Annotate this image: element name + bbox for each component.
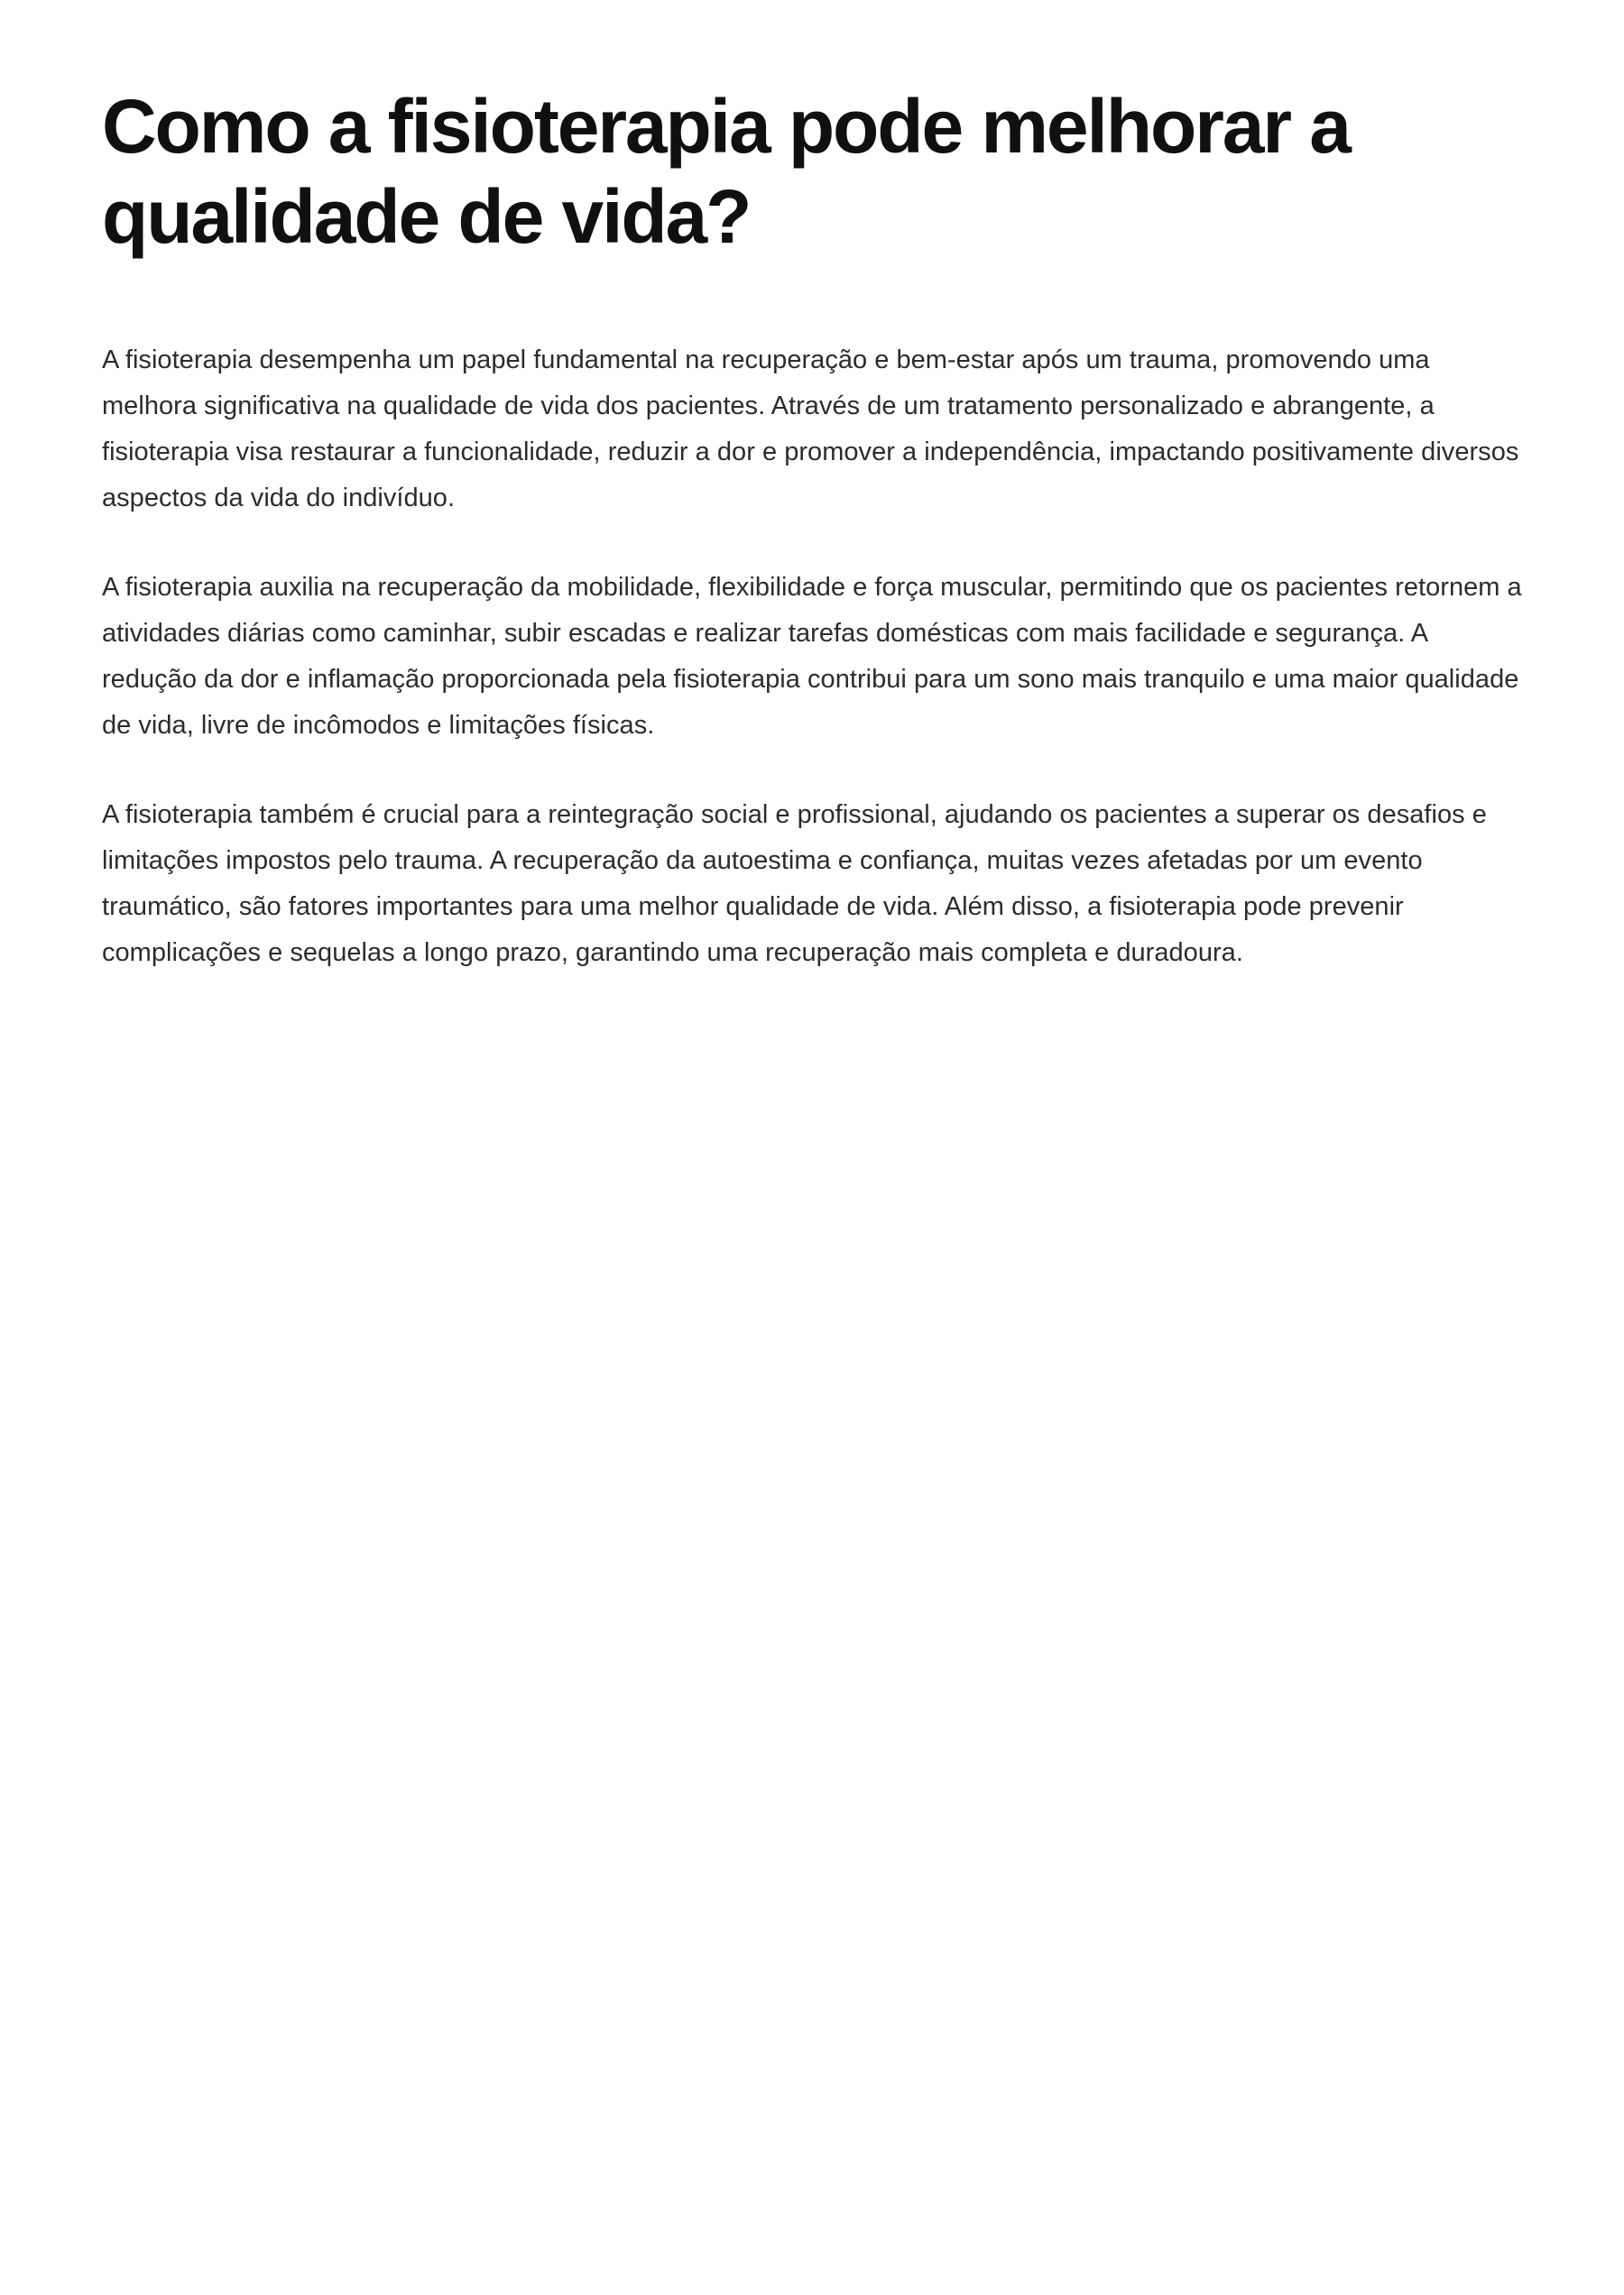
paragraph-social-reintegration: A fisioterapia também é crucial para a reintegração social e profissional, ajudando os pacientes a superar os desafios e limitações impostos pelo trauma. A recuperação da autoestima e confiança, muitas vezes afetadas por um evento traumático, são fatores importantes para uma melhor qualidade de vida. Além disso, a fisioterapia pode prevenir complicações e sequelas a longo prazo, garantindo uma recuperação mais completa e duradoura. <box>102 800 1487 967</box>
page-title: Como a fisioterapia pode melhorar a qualidade de vida? <box>102 84 1350 259</box>
paragraph-intro: A fisioterapia desempenha um papel fundamental na recuperação e bem-estar após um trauma, promovendo uma melhora significativa na qualidade de vida dos pacientes. Através de um tratamento personalizado e abrangente, a fisioterapia visa restaurar a funcionalidade, reduzir a dor e promover a independência, impactando positivamente diversos aspectos da vida do indivíduo. <box>102 346 1519 512</box>
paragraph-mobility-benefits: A fisioterapia auxilia na recuperação da mobilidade, flexibilidade e força muscular, permitindo que os pacientes retornem a atividades diárias como caminhar, subir escadas e realizar tarefas domésticas com mais facilidade e segurança. A redução da dor e inflamação proporcionada pela fisioterapia contribui para um sono mais tranquilo e uma maior qualidade de vida, livre de incômodos e limitações físicas. <box>102 573 1522 740</box>
article-body <box>102 337 1525 976</box>
